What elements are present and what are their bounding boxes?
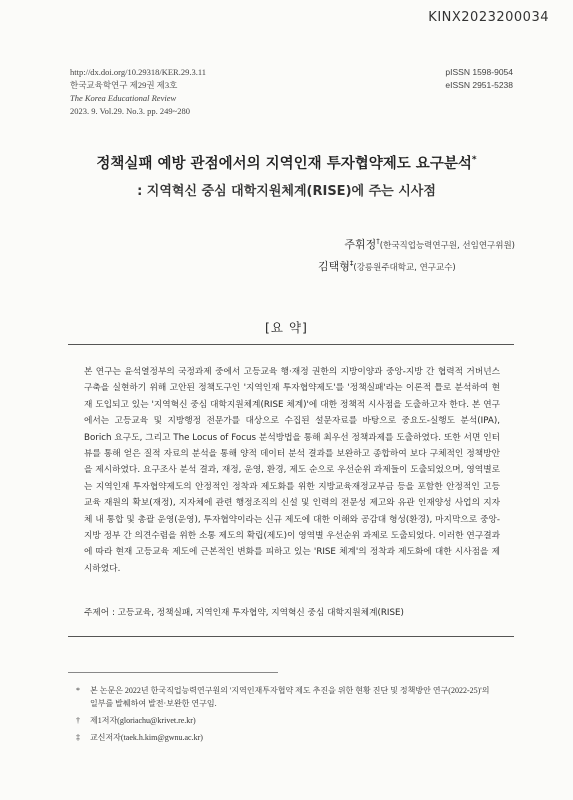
abstract-top-divider xyxy=(68,344,514,345)
footnote-mark: ‡ xyxy=(76,733,80,742)
author-2 xyxy=(318,258,456,274)
author-mark: ‡ xyxy=(349,259,354,268)
pissn: pISSN 1598-9054 xyxy=(445,67,513,77)
footnote-mark: † xyxy=(76,716,80,725)
keywords: 주제어 : 고등교육, 정책실패, 지역인재 투자협약, 지역혁신 중심 대학지원체계(RISE) xyxy=(84,608,404,618)
journal-name-en: The Korea Educational Review xyxy=(70,93,177,103)
journal-name-ko: 한국교육학연구 제29권 제3호 xyxy=(70,80,178,90)
journal-meta xyxy=(70,66,206,118)
author-1 xyxy=(344,236,515,252)
footnote-text: 본 논문은 2022년 한국직업능력연구원의 '지역인재투자협약 제도 추진을 위한 현황 진단 및 정책방안 연구(2022-25)'의 일부를 발췌하여 발전·보완한 연구임. xyxy=(90,686,490,708)
journal-issue: 2023. 9. Vol.29. No.3. pp. 249~280 xyxy=(70,106,190,116)
footnote-item xyxy=(76,684,490,710)
abstract-heading: [요 약] xyxy=(265,320,308,335)
author-name: 주휘정 xyxy=(344,238,377,251)
title-footnote-mark: * xyxy=(471,155,477,166)
footnote-text: 교신저자(taek.h.kim@gwnu.ac.kr) xyxy=(90,733,203,742)
author-name: 김택형 xyxy=(318,260,350,273)
document-id: KINX2023200034 xyxy=(428,10,549,25)
footnote-item xyxy=(76,731,490,744)
footnote-text: 제1저자(gloriachu@krivet.re.kr) xyxy=(90,716,196,725)
paper-subtitle: : 지역혁신 중심 대학지원체계(RISE)에 주는 시사점 xyxy=(137,184,436,199)
author-mark: † xyxy=(376,237,380,246)
footnote-mark: * xyxy=(76,686,80,695)
author-affiliation: (한국직업능력연구원, 선임연구위원) xyxy=(379,241,515,251)
abstract-body: 본 연구는 윤석열정부의 국정과제 중에서 고등교육 행·재정 권한의 지방이양과 중앙-지방 간 협력적 거버넌스 구축을 실현하기 위해 고안된 정책도구인 '지역인재 투자협약제도'를 '정책실패'라는 이론적 틀로 분석하여 현재 도입되고 있는 '지역혁신 중심 대학지원체계(RISE 체계)'에 대한 정책적 시사점을 도출하고자 한다. 본 연구에서는 고등교육 및 지방행정 전문가를 대상으로 수집된 설문자료를 바탕으로 중요도-실행도 분석(IPA), Borich 요구도, 그리고 The Locus of Focus 분석방법을 통해 최우선 정책과제를 도출하였다. 또한 서면 인터뷰를 통해 얻은 질적 자료의 분석을 통해 양적 데이터 분석 결과를 보완하고 종합하여 보다 구체적인 정책방안을 제시하였다. 요구조사 분석 결과, 재정, 운영, 환경, 제도 순으로 우선순위 과제들이 도출되었으며, 영역별로는 지역인재 투자협약제도의 안정적인 정착과 제도화를 위한 지방교육재정교부금 등을 포함한 안정적인 고등교육 재원의 확보(재정), 지자체에 관련 행정조직의 신설 및 인력의 전문성 제고와 유관 인재양성 사업의 지자체 내 통합 및 총괄 운영(운영), 투자협약이라는 신규 제도에 대한 이해와 공감대 형성(환경), 마지막으로 중앙-지방 정부 간 의견수렴을 위한 소통 제도의 확립(제도)이 영역별 우선순위 과제로 도출되었다. 이러한 연구결과에 따라 현재 고등교육 제도에 근본적인 변화를 피하고 있는 'RISE 체계'의 정착과 제도화에 대한 시사점을 제시하였다. xyxy=(84,367,500,574)
issn-block xyxy=(445,66,513,92)
paper-title xyxy=(0,152,573,173)
footnote-item xyxy=(76,714,490,727)
footnote-divider xyxy=(68,672,278,673)
abstract-bottom-divider xyxy=(68,636,514,637)
author-affiliation: (강릉원주대학교, 연구교수) xyxy=(353,263,456,273)
footnotes xyxy=(76,684,490,744)
eissn: eISSN 2951-5238 xyxy=(445,80,513,90)
paper-title-text: 정책실패 예방 관점에서의 지역인재 투자협약제도 요구분석 xyxy=(96,156,472,172)
doi-link[interactable]: http://dx.doi.org/10.29318/KER.29.3.11 xyxy=(70,67,207,77)
